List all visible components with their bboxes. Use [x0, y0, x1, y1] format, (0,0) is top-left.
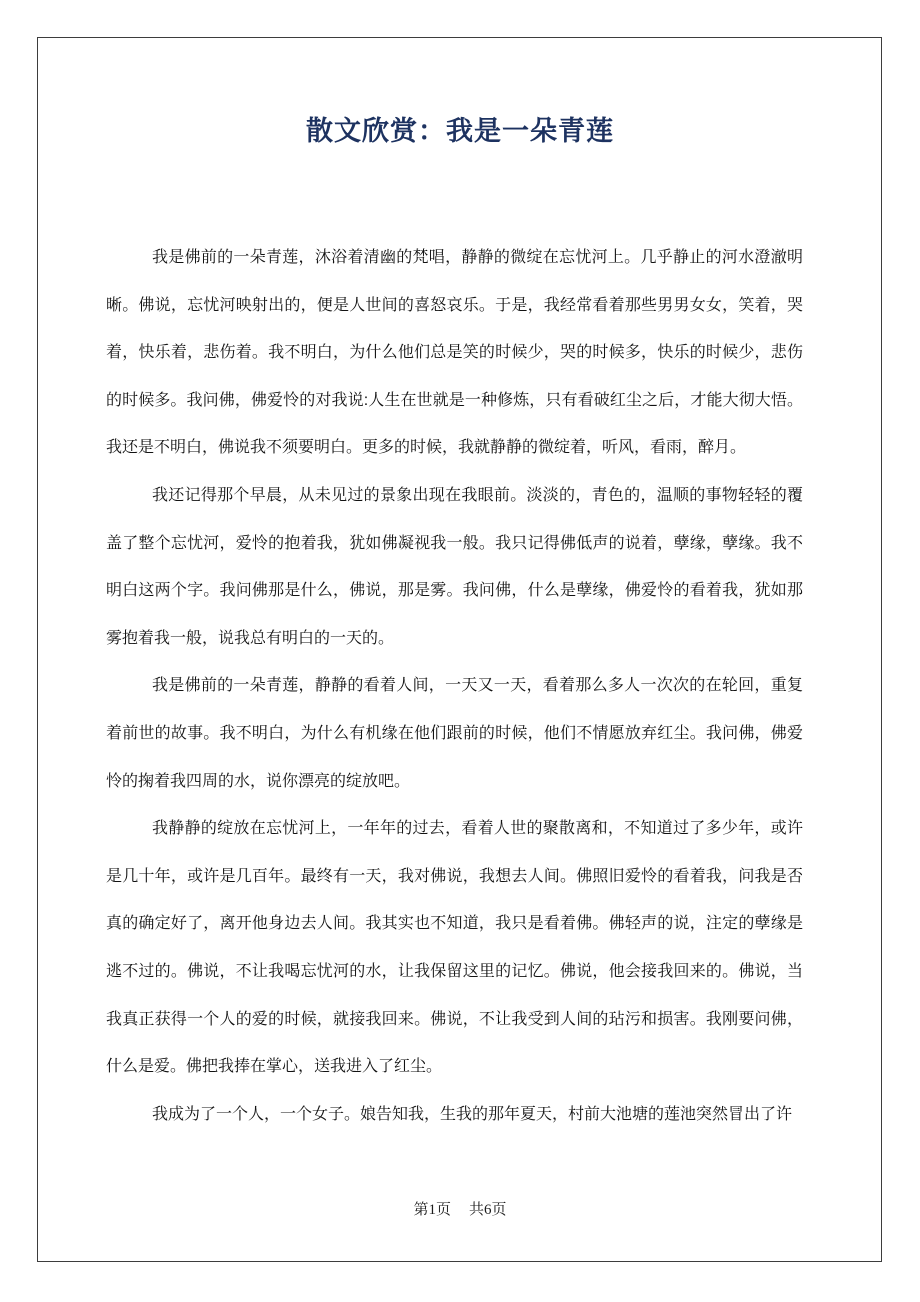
paragraph-1: 我是佛前的一朵青莲，沐浴着清幽的梵唱，静静的微绽在忘忧河上。几乎静止的河水澄澈明晰。佛说，忘忧河映射出的，便是人世间的喜怒哀乐。于是，我经常看着那些男男女女，笑着，哭着，快乐着，悲伤着。我不明白，为什么他们总是笑的时候少，哭的时候多，快乐的时候少，悲伤的时候多。我问佛，佛爱怜的对我说:人生在世就是一种修炼，只有看破红尘之后，才能大彻大悟。我还是不明白，佛说我不须要明白。更多的时候，我就静静的微绽着，听风，看雨，醉月。 [106, 249, 803, 457]
page-footer [0, 1198, 920, 1219]
paragraph-3: 我是佛前的一朵青莲，静静的看着人间，一天又一天，看着那么多人一次次的在轮回，重复着前世的故事。我不明白，为什么有机缘在他们跟前的时候，他们不情愿放弃红尘。我问佛，佛爱怜的掬着我四周的水，说你漂亮的绽放吧。 [106, 677, 803, 790]
paragraph-2: 我还记得那个早晨，从未见过的景象出现在我眼前。淡淡的，青色的，温顺的事物轻轻的覆盖了整个忘忧河，爱怜的抱着我，犹如佛凝视我一般。我只记得佛低声的说着，孽缘，孽缘。我不明白这两个字。我问佛那是什么，佛说，那是雾。我问佛，什么是孽缘，佛爱怜的看着我，犹如那雾抱着我一般，说我总有明白的一天的。 [106, 486, 803, 647]
document-title: 散文欣赏：我是一朵青莲 [306, 116, 614, 146]
document-body [106, 234, 803, 1138]
total-pages-label: 共6页 [469, 1202, 507, 1218]
paragraph-4: 我静静的绽放在忘忧河上，一年年的过去，看着人世的聚散离和，不知道过了多少年，或许是几十年，或许是几百年。最终有一天，我对佛说，我想去人间。佛照旧爱怜的看着我，问我是否真的确定好了，离开他身边去人间。我其实也不知道，我只是看着佛。佛轻声的说，注定的孽缘是逃不过的。佛说，不让我喝忘忧河的水，让我保留这里的记忆。佛说，他会接我回来的。佛说，当我真正获得一个人的爱的时候，就接我回来。佛说，不让我受到人间的玷污和损害。我刚要问佛，什么是爱。佛把我捧在掌心，送我进入了红尘。 [106, 820, 803, 1076]
page-number-label: 第1页 [413, 1202, 451, 1218]
paragraph-5: 我成为了一个人，一个女子。娘告知我，生我的那年夏天，村前大池塘的莲池突然冒出了许 [152, 1105, 793, 1123]
